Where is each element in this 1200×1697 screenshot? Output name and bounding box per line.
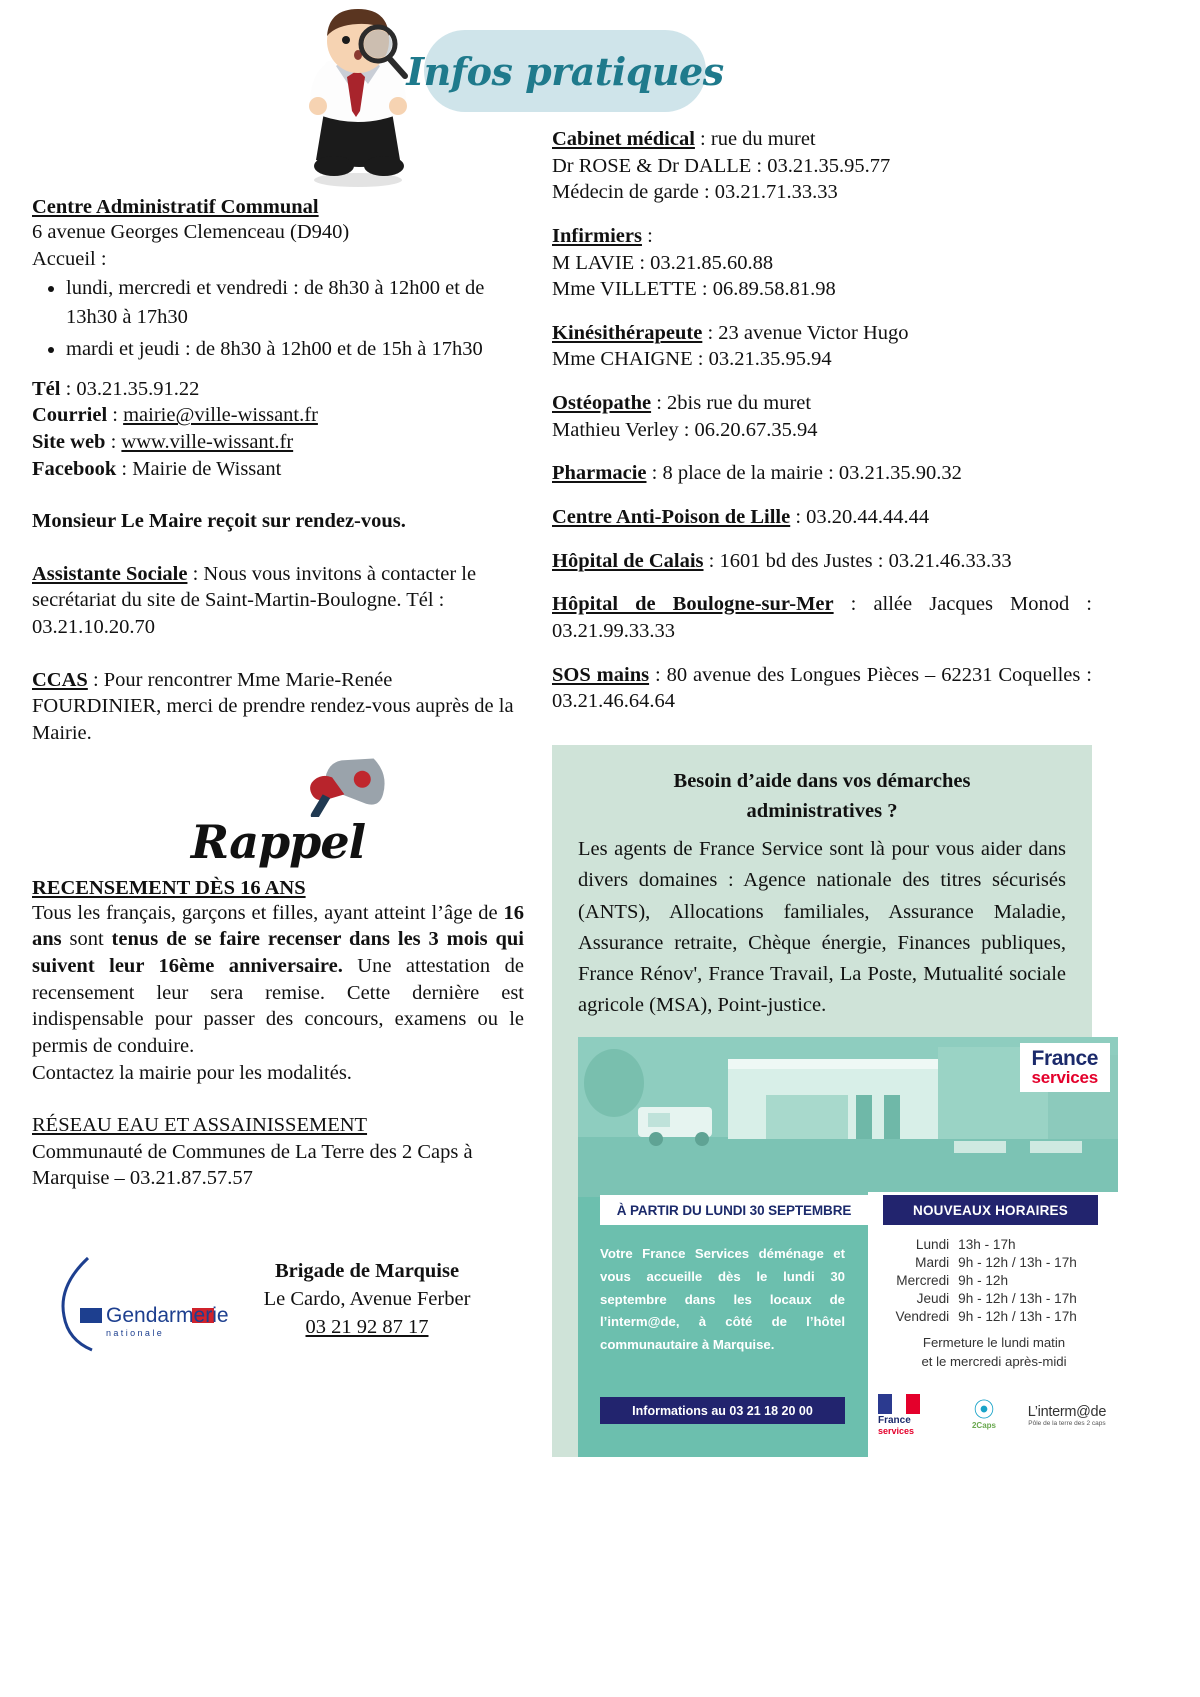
census-bold1: 16 ans <box>32 901 524 951</box>
entry-inline: : rue du muret <box>694 128 816 150</box>
separator: : <box>60 377 77 400</box>
entry-cabinet-medical <box>552 126 1092 206</box>
schedule-day: Lundi <box>915 1236 950 1252</box>
intermade-name: L’interm@de <box>1027 1403 1107 1420</box>
table-row <box>878 1307 1110 1325</box>
fs-logo-line1: France <box>1031 1047 1098 1071</box>
france-services-poster <box>578 1037 1118 1457</box>
schedule-hours: 9h - 12h <box>958 1272 1009 1288</box>
schedule-hours: 13h - 17h <box>958 1236 1016 1252</box>
entry-inline: : 80 avenue des Longues Pièces – 62231 Coquelles : 03.21.46.64.64 <box>552 663 1092 713</box>
census-part3: Une attestation de recensement leur sera remise. Cette dernière est indispensable pour passer des concours, examens ou le permis de conduire. <box>32 954 524 1057</box>
census-heading: RECENSEMENT DÈS 16 ANS <box>32 876 306 899</box>
table-row <box>878 1271 1110 1289</box>
ccas-heading: CCAS <box>32 668 88 691</box>
gendarmerie-block <box>32 1250 524 1360</box>
social-worker-text: : Nous vous invitons à contacter le secrétariat du site de Saint-Martin-Boulogne. Tél : 03.21.10.20.70 <box>32 562 477 639</box>
schedule-hours: 9h - 12h / 13h - 17h <box>958 1290 1077 1306</box>
entry-heading: Centre Anti-Poison de Lille <box>552 506 791 529</box>
brigade-phone: 03 21 92 87 17 <box>305 1315 429 1338</box>
opening-hours-list <box>32 274 524 363</box>
reception-label: Accueil : <box>32 247 107 270</box>
list-item <box>66 274 524 332</box>
green-box-body: Les agents de France Service sont là pour vous aider dans divers domaines : Agence nationale des titres sécurisés (ANTS), Allocations familiales, Assurance Maladie, Assurance retraite, Chèque énergie, Finances publiques, France Rénov', France Travail, La Poste, Mutualité sociale agricole (MSA), Point-justice. <box>578 838 1066 1017</box>
admin-heading: Centre Administratif Communal <box>32 196 319 218</box>
entry-line: Mme VILLETTE : 06.89.58.81.98 <box>552 278 836 301</box>
entry-hopital-calais <box>552 548 1092 575</box>
list-item <box>66 335 524 364</box>
entry-heading: Ostéopathe <box>552 392 652 415</box>
contact-facebook <box>32 456 524 483</box>
social-worker-heading: Assistante Sociale <box>32 562 188 585</box>
entry-infirmiers <box>552 223 1092 303</box>
mayor-note: Monsieur Le Maire reçoit sur rendez-vous. <box>32 510 406 533</box>
admin-address: 6 avenue Georges Clemenceau (D940) <box>32 221 350 243</box>
intermade-logo <box>1021 1404 1113 1427</box>
poster-footer-logos <box>878 1389 1113 1441</box>
contact-label: Facebook <box>32 457 117 480</box>
svg-text:nationale: nationale <box>106 1328 165 1339</box>
contact-value: Mairie de Wissant <box>132 457 282 480</box>
closure-line1: Fermeture le lundi matin <box>922 1335 1066 1351</box>
brigade-name: Brigade de Marquise <box>274 1260 460 1283</box>
left-column <box>32 196 524 1360</box>
contact-website <box>32 429 524 456</box>
gendarmerie-nationale-logo <box>42 1252 232 1352</box>
schedule-day: Vendredi <box>895 1308 950 1324</box>
entry-heading: SOS mains <box>552 663 650 686</box>
closure-line2: et le mercredi après-midi <box>921 1354 1067 1370</box>
census-part1: Tous les français, garçons et filles, ayant atteint l’âge de <box>32 901 504 924</box>
france-services-logo-small <box>878 1394 947 1436</box>
entry-osteopathe <box>552 390 1092 443</box>
census-body <box>32 900 524 1060</box>
contact-label: Tél <box>32 377 61 400</box>
website-link[interactable]: www.ville-wissant.fr <box>121 430 294 453</box>
entry-heading: Hôpital de Calais <box>552 549 704 572</box>
entry-pharmacie <box>552 460 1092 487</box>
census-last-line: Contactez la mairie pour les modalités. <box>32 1061 352 1084</box>
information-phone-bar: Informations au 03 21 18 20 00 <box>600 1397 845 1424</box>
contact-email <box>32 402 524 429</box>
entry-line: Médecin de garde : 03.21.71.33.33 <box>552 181 838 204</box>
entry-line: Mme CHAIGNE : 03.21.35.95.94 <box>552 348 832 371</box>
brigade-address: Le Cardo, Avenue Ferber <box>263 1287 471 1310</box>
entry-centre-anti-poison <box>552 504 1092 531</box>
closure-note <box>878 1333 1110 1371</box>
entry-line: Mathieu Verley : 06.20.67.35.94 <box>552 418 818 441</box>
fs-small-line1: France <box>878 1415 911 1427</box>
entry-heading: Infirmiers <box>552 224 642 247</box>
entry-line: M LAVIE : 03.21.85.60.88 <box>552 251 774 274</box>
fs-logo-line2: services <box>1031 1068 1098 1088</box>
green-title-line2: administratives ? <box>746 799 898 822</box>
fs-small-line2: services <box>878 1425 915 1436</box>
entry-sos-mains <box>552 662 1092 715</box>
entry-inline: : 2bis rue du muret <box>651 392 812 415</box>
table-row <box>878 1235 1110 1253</box>
entry-hopital-boulogne <box>552 591 1092 644</box>
man-with-magnifier-illustration <box>288 8 428 188</box>
new-hours-banner: NOUVEAUX HORAIRES <box>883 1195 1098 1225</box>
schedule-hours: 9h - 12h / 13h - 17h <box>958 1308 1077 1324</box>
table-row <box>878 1289 1110 1307</box>
entry-line: Dr ROSE & Dr DALLE : 03.21.35.95.77 <box>552 154 891 177</box>
schedule-day: Mardi <box>915 1254 950 1270</box>
contact-label: Courriel <box>32 404 108 427</box>
email-link[interactable]: mairie@ville-wissant.fr <box>123 404 318 427</box>
water-heading: RÉSEAU EAU ET ASSAINISSEMENT <box>32 1114 368 1137</box>
separator: : <box>116 457 133 480</box>
entry-inline: : 03.20.44.44.44 <box>790 506 930 529</box>
entry-heading: Cabinet médical <box>552 128 695 150</box>
entry-heading: Hôpital de Boulogne-sur-Mer <box>552 593 834 616</box>
green-box-title <box>578 767 1066 826</box>
table-row <box>878 1253 1110 1271</box>
entry-inline: : 1601 bd des Justes : 03.21.46.33.33 <box>703 549 1012 572</box>
france-services-logo <box>1020 1043 1110 1092</box>
entry-heading: Pharmacie <box>552 462 647 485</box>
entry-inline: : 23 avenue Victor Hugo <box>702 321 909 344</box>
contact-value: 03.21.35.91.22 <box>76 377 200 400</box>
schedule-day: Mercredi <box>896 1272 950 1288</box>
megaphone-icon <box>264 751 404 817</box>
french-flag-icon <box>878 1394 920 1414</box>
caps-label: 2Caps <box>971 1421 996 1431</box>
ccas-block <box>32 667 524 747</box>
opening-schedule-table <box>878 1235 1110 1325</box>
census-bold2: tenus de se faire recenser dans les 3 mois qui suivent leur 16ème anniversaire. <box>32 928 524 977</box>
svg-text:Gendarmerie: Gendarmerie <box>106 1304 229 1328</box>
entry-heading: Kinésithérapeute <box>552 321 703 344</box>
entry-inline: : 8 place de la mairie : 03.21.35.90.32 <box>646 462 962 485</box>
right-column <box>552 126 1107 1457</box>
entry-kinesitherapeute <box>552 320 1092 373</box>
green-title-line1: Besoin d’aide dans vos démarches <box>673 769 971 792</box>
hours-line: mardi et jeudi : de 8h30 à 12h00 et de 15h à 17h30 <box>66 337 483 360</box>
ccas-text: : Pour rencontrer Mme Marie-Renée FOURDINIER, merci de prendre rendez-vous auprès de la Mairie. <box>32 668 514 745</box>
france-service-info-box <box>552 745 1107 1457</box>
start-date-banner: À PARTIR DU LUNDI 30 SEPTEMBRE <box>600 1195 868 1225</box>
megaphone-icon-wrap <box>32 747 524 813</box>
gendarmerie-details <box>217 1258 517 1342</box>
schedule-day: Jeudi <box>916 1290 950 1306</box>
poster-note: Votre France Services déménage et vous accueille dès le lundi 30 septembre dans les locaux de l’interm@de, à côté de l’hôtel communautaire à Marquise. <box>600 1246 845 1353</box>
contact-tel <box>32 376 524 403</box>
entry-inline: : allée Jacques Monod : 03.21.99.33.33 <box>552 593 1092 642</box>
separator: : <box>107 404 124 427</box>
schedule-hours: 9h - 12h / 13h - 17h <box>958 1254 1077 1270</box>
terre-des-2-caps-logo <box>957 1400 1011 1430</box>
intermade-sub: Pôle de la terre des 2 caps <box>1028 1419 1106 1427</box>
census-part2: sont <box>61 928 112 951</box>
building-photo <box>578 1037 1118 1197</box>
page-title: Infos pratiques <box>406 48 724 94</box>
separator: : <box>105 430 122 453</box>
contact-label: Site web <box>32 430 106 453</box>
entry-inline: : <box>641 224 653 247</box>
rappel-heading: Rappel <box>190 814 366 869</box>
water-text: Communauté de Communes de La Terre des 2 Caps à Marquise – 03.21.87.57.57 <box>32 1140 473 1190</box>
caps-swirl-icon: ⦿ <box>973 1398 995 1423</box>
social-worker-block <box>32 561 524 641</box>
hours-line: lundi, mercredi et vendredi : de 8h30 à 12h00 et de 13h30 à 17h30 <box>66 277 485 329</box>
